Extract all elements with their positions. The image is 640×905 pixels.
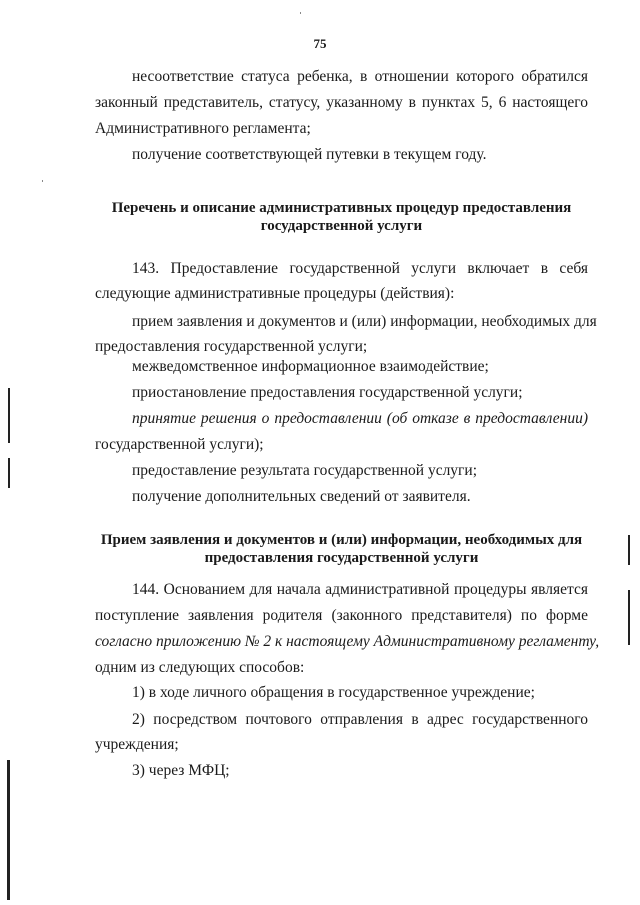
submission-way-1: 1) в ходе личного обращения в государственное учреждение; [132,684,535,701]
scan-dot-left [42,180,43,182]
procedure-item-4-line-2: государственной услуги); [95,436,264,453]
scan-mark-right-upper [628,535,630,565]
intro-line-3: Административного регламента; [95,120,311,137]
paragraph-144-line-3: согласно приложению № 2 к настоящему Административному регламенту, [95,633,600,650]
section-1-heading-line-2: государственной услуги [260,218,423,234]
paragraph-143-line-1: 143. Предоставление государственной услуги включает в себя [132,260,588,277]
paragraph-144-line-1: 144. Основанием для начала административной процедуры является [132,581,588,598]
intro-line-4: получение соответствующей путевки в текущем году. [132,146,487,163]
procedure-item-1-line-2: предоставления государственной услуги; [95,338,368,355]
procedure-item-1-line-1: прием заявления и документов и (или) информации, необходимых для [132,313,597,330]
scan-mark-left-lower [7,760,10,900]
scan-mark-left-upper [8,388,10,443]
section-2-heading-line-1: Прием заявления и документов и (или) информации, необходимых для [100,532,583,548]
submission-way-2-line-2: учреждения; [95,736,179,753]
section-1-heading-line-1: Перечень и описание административных процедур предоставления [111,200,572,216]
submission-way-3: 3) через МФЦ; [132,762,230,779]
paragraph-144-line-4: одним из следующих способов: [95,659,305,676]
procedure-item-6: получение дополнительных сведений от заявителя. [132,488,471,505]
section-2-heading-line-2: предоставления государственной услуги [204,550,479,566]
paragraph-143-line-2: следующие административные процедуры (действия): [95,285,455,302]
paragraph-144-line-2: поступление заявления родителя (законного представителя) по форме [95,607,588,624]
procedure-item-5: предоставление результата государственной услуги; [132,462,478,479]
submission-way-2-line-1: 2) посредством почтового отправления в адрес государственного [132,711,588,728]
page-number: 75 [313,36,327,51]
procedure-item-2: межведомственное информационное взаимодействие; [132,358,489,375]
intro-line-2: законный представитель, статусу, указанному в пунктах 5, 6 настоящего [95,94,588,111]
procedure-item-3: приостановление предоставления государственной услуги; [132,384,523,401]
intro-line-1: несоответствие статуса ребенка, в отношении которого обратился [132,68,588,85]
scan-dot-top [300,12,301,14]
procedure-item-4-line-1: принятие решения о предоставлении (об отказе в предоставлении) [132,410,588,427]
scan-mark-right-middle [628,590,630,645]
scan-mark-left-upper-dot [8,458,10,488]
